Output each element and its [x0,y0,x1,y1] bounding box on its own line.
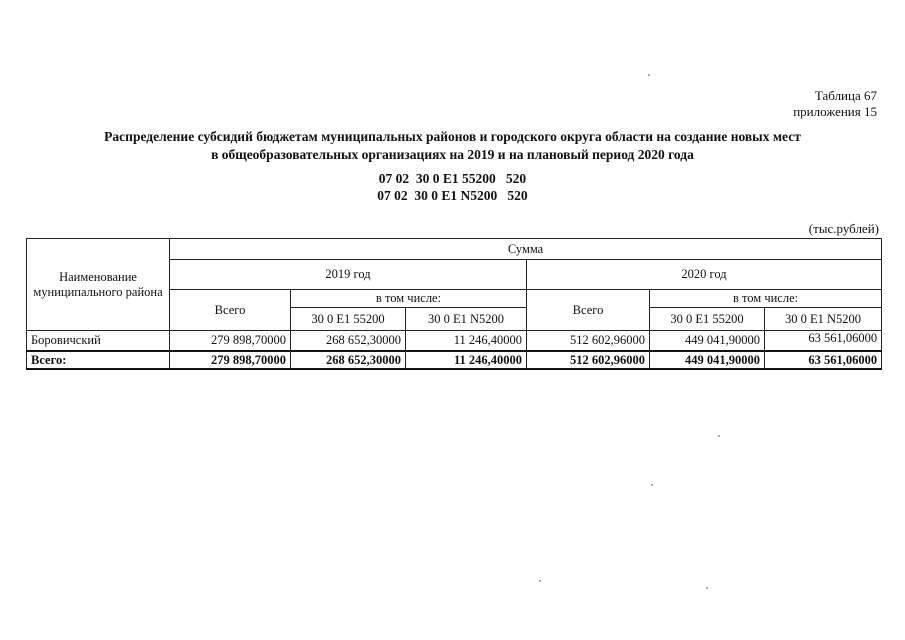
document-title [40,128,865,164]
totals-total-2020: 512 602,96000 [527,351,650,369]
budget-codes [40,170,865,204]
cell-total-2019: 279 898,70000 [170,331,291,352]
header-total-2019: Всего [170,290,291,331]
document-reference [793,88,877,120]
header-code-b-2020: 30 0 E1 N5200 [765,308,882,331]
header-code-a-2019: 30 0 E1 55200 [291,308,406,331]
title-line-1: Распределение субсидий бюджетам муниципальных районов и городского округа области на создание новых мест [104,129,801,144]
cell-a-2019: 268 652,30000 [291,331,406,352]
cell-b-2020: 63 561,06000 [765,331,882,352]
table-number: Таблица 67 [814,88,877,103]
table-row [27,331,882,352]
scan-speck [718,435,720,437]
totals-a-2020: 449 041,90000 [650,351,765,369]
totals-a-2019: 268 652,30000 [291,351,406,369]
header-code-a-2020: 30 0 E1 55200 [650,308,765,331]
cell-b-2019: 11 246,40000 [406,331,527,352]
header-year-2019: 2019 год [170,260,527,290]
cell-total-2020: 512 602,96000 [527,331,650,352]
scan-speck [706,587,708,589]
totals-b-2019: 11 246,40000 [406,351,527,369]
annex-number: приложения 15 [793,104,877,119]
subsidy-table [26,238,882,370]
units-label: (тыс.рублей) [808,221,879,236]
totals-row [27,351,882,369]
title-line-2: в общеобразовательных организациях на 2019 и на плановый период 2020 года [211,147,694,162]
totals-b-2020: 63 561,06000 [765,351,882,369]
header-total-2020: Всего [527,290,650,331]
scan-speck [648,74,650,76]
scan-speck [539,580,541,582]
totals-total-2019: 279 898,70000 [170,351,291,369]
header-code-b-2019: 30 0 E1 N5200 [406,308,527,331]
cell-a-2020: 449 041,90000 [650,331,765,352]
budget-code-2: 07 02 30 0 E1 N5200 520 [377,188,528,203]
budget-code-1: 07 02 30 0 E1 55200 520 [378,171,527,186]
totals-label: Всего: [27,351,170,369]
header-year-2020: 2020 год [527,260,882,290]
header-including-2019: в том числе: [291,290,527,308]
header-district: Наименование муниципального района [27,239,170,331]
header-sum: Сумма [170,239,882,260]
scan-speck [651,484,653,486]
header-including-2020: в том числе: [650,290,882,308]
cell-district: Боровичский [27,331,170,352]
